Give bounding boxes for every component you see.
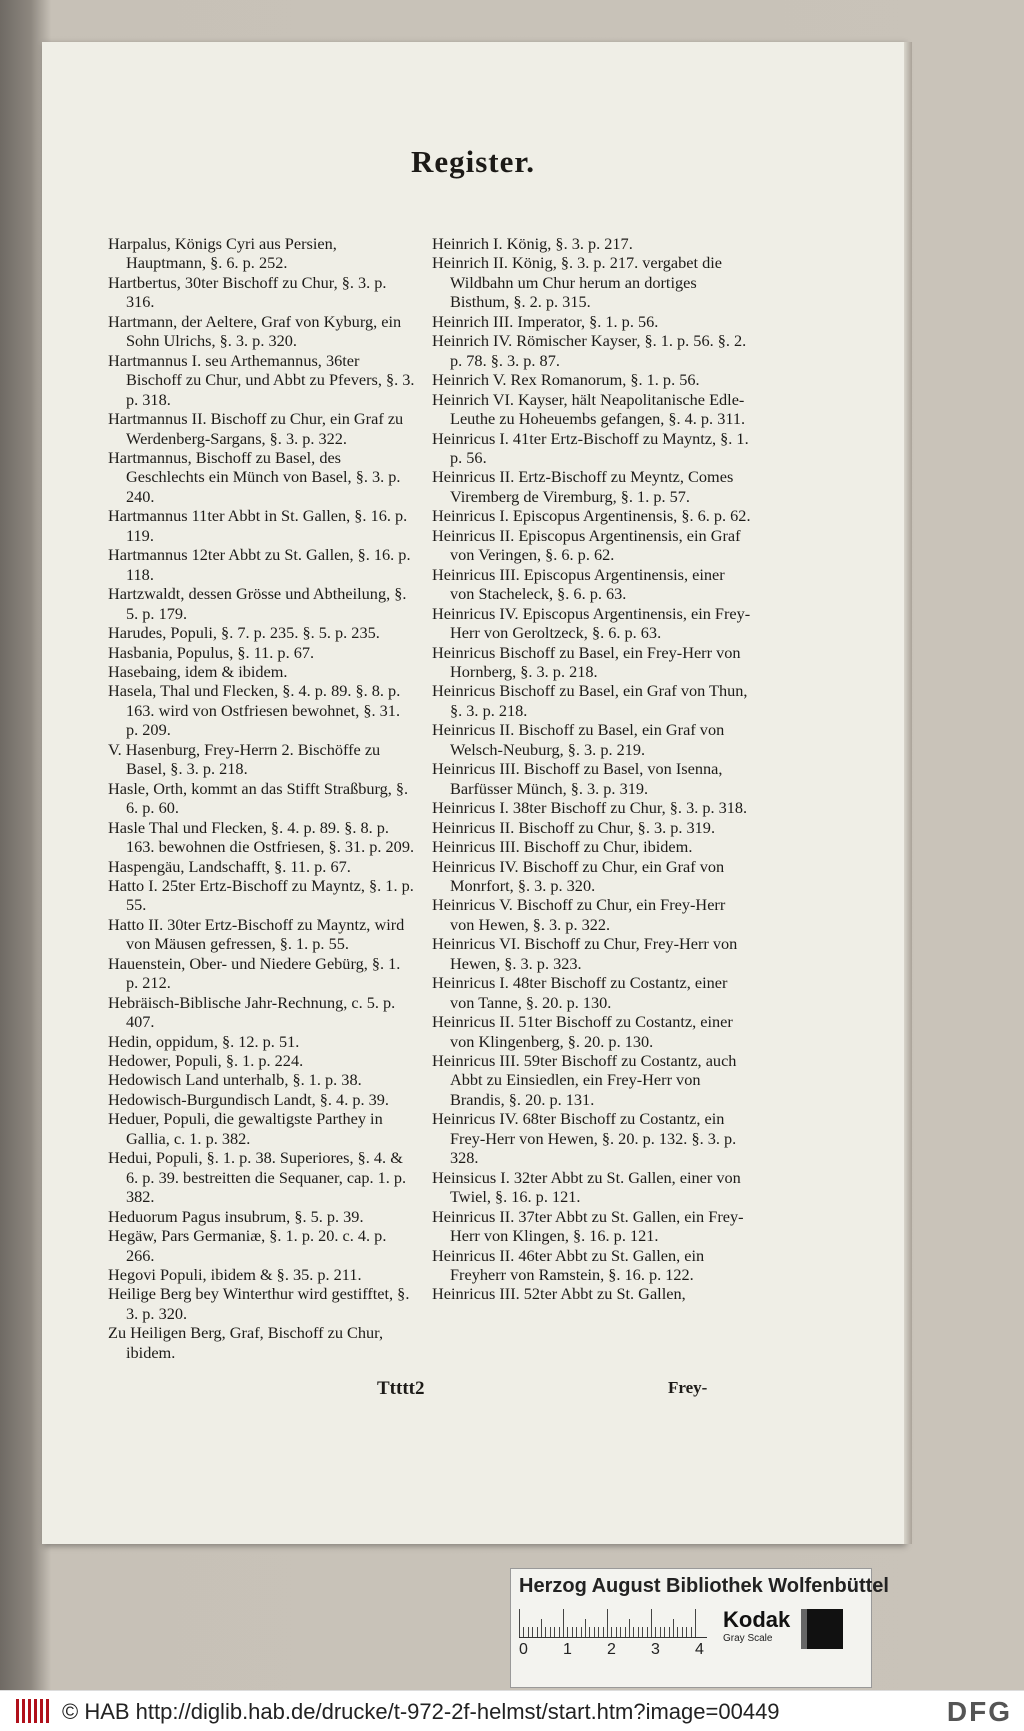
register-entry: Hartmannus 12ter Abbt zu St. Gallen, §. 16. p. 118. [108, 545, 411, 584]
register-entry: Heinricus III. Bischoff zu Chur, ibidem. [432, 837, 693, 857]
register-entry: Hatto I. 25ter Ertz-Bischoff zu Mayntz, §. 1. p. 55. [108, 875, 414, 915]
page-header: Register. [410, 144, 536, 179]
register-column-right [432, 234, 752, 1304]
register-entry: Heinricus III. Episcopus Argentinensis, einer von Stacheleck, §. 6. p. 63. [432, 564, 725, 604]
gray-scale-label: Gray Scale [723, 1633, 773, 1644]
register-entry: Heinricus Bischoff zu Basel, ein Graf von Thun, §. 3. p. 218. [432, 681, 748, 720]
hab-logo-icon [16, 1699, 50, 1723]
ruler-tick [616, 1627, 617, 1637]
ruler-tick [682, 1627, 683, 1637]
register-entry: Heinricus IV. Episcopus Argentinensis, ein Frey-Herr von Geroltzeck, §. 6. p. 63. [432, 603, 751, 643]
color-target [510, 1568, 889, 1688]
ruler-tick [607, 1609, 608, 1637]
ruler-tick [541, 1619, 542, 1637]
ruler-tick [603, 1627, 604, 1637]
ruler-tick [633, 1627, 634, 1637]
ruler-tick [660, 1627, 661, 1637]
black-swatch [807, 1609, 843, 1649]
register-entry: Hartmannus II. Bischoff zu Chur, ein Graf zu Werdenberg-Sargans, §. 3. p. 322. [108, 409, 404, 448]
register-entry: Heinsicus I. 32ter Abbt zu St. Gallen, einer von Twiel, §. 16. p. 121. [432, 1167, 741, 1207]
register-entry: Heinrich V. Rex Romanorum, §. 1. p. 56. [432, 370, 700, 390]
ruler-tick [673, 1619, 674, 1637]
scale-number: 4 [695, 1641, 704, 1658]
register-entry: V. Hasenburg, Frey-Herrn 2. Bischöffe zu Basel, §. 3. p. 218. [108, 739, 381, 779]
ruler-tick [642, 1627, 643, 1637]
register-entry: Heinricus IV. Bischoff zu Chur, ein Graf von Monrfort, §. 3. p. 320. [432, 856, 725, 895]
register-entry: Hebräisch-Biblische Jahr-Rechnung, c. 5. p. 407. [108, 992, 396, 1032]
register-entry: Hartmann, der Aeltere, Graf von Kyburg, ein Sohn Ulrichs, §. 3. p. 320. [108, 311, 402, 351]
register-entry: Heinricus III. Bischoff zu Basel, von Isenna, Barfüsser Münch, §. 3. p. 319. [432, 759, 723, 798]
ruler-tick [677, 1627, 678, 1637]
kodak-logo: Kodak [723, 1607, 791, 1632]
register-entry: Hasle, Orth, kommt an das Stifft Straßburg, §. 6. p. 60. [108, 778, 409, 818]
scale-ruler [519, 1607, 707, 1638]
register-entry: Hegäw, Pars Germaniæ, §. 1. p. 20. c. 4. p. 266. [108, 1226, 387, 1265]
register-entry: Hedui, Populi, §. 1. p. 38. Superiores, §. 4. & 6. p. 39. bestreitten die Sequaner, cap. 1. p. 382. [108, 1148, 407, 1207]
ruler-tick [519, 1609, 520, 1637]
ruler-tick [585, 1619, 586, 1637]
ruler-tick [598, 1627, 599, 1637]
ruler-tick [629, 1619, 630, 1637]
ruler-tick [647, 1627, 648, 1637]
register-entry: Heilige Berg bey Winterthur wird gestifftet, §. 3. p. 320. [108, 1284, 410, 1323]
register-entry: Heinricus I. 38ter Bischoff zu Chur, §. 3. p. 318. [432, 798, 748, 818]
register-entry: Hauenstein, Ober- und Niedere Gebürg, §. 1. p. 212. [108, 953, 401, 993]
ruler-tick [576, 1627, 577, 1637]
register-entry: Hedowisch Land unterhalb, §. 1. p. 38. [108, 1070, 362, 1090]
register-entry: Heinricus V. Bischoff zu Chur, ein Frey-Herr von Hewen, §. 3. p. 322. [432, 895, 726, 934]
ruler-tick [620, 1627, 621, 1637]
catchword: Frey- [668, 1378, 708, 1397]
register-entry: Hatto II. 30ter Ertz-Bischoff zu Mayntz, wird von Mäusen gefressen, §. 1. p. 55. [108, 914, 405, 954]
register-entry: Hedowisch-Burgundisch Landt, §. 4. p. 39. [108, 1089, 389, 1109]
scale-number: 3 [651, 1641, 660, 1658]
register-entry: Zu Heiligen Berg, Graf, Bischoff zu Chur, ibidem. [108, 1323, 384, 1362]
register-entry: Heduorum Pagus insubrum, §. 5. p. 39. [108, 1206, 364, 1226]
register-entry: Heinricus II. Ertz-Bischoff zu Meyntz, Comes Viremberg de Viremburg, §. 1. p. 57. [432, 467, 734, 506]
ruler-tick [669, 1627, 670, 1637]
scale-number: 1 [563, 1641, 572, 1658]
register-entry: Heinricus IV. 68ter Bischoff zu Costantz, ein Frey-Herr von Hewen, §. 20. p. 132. §. 3. p. 328. [432, 1109, 737, 1168]
ruler-tick [651, 1609, 652, 1637]
register-entry: Hedin, oppidum, §. 12. p. 51. [108, 1031, 300, 1051]
ruler-tick [567, 1627, 568, 1637]
ruler-tick [545, 1627, 546, 1637]
register-entry: Harpalus, Königs Cyri aus Persien, Hauptmann, §. 6. p. 252. [108, 234, 337, 273]
register-entry: Heinricus II. Episcopus Argentinensis, ein Graf von Veringen, §. 6. p. 62. [432, 525, 741, 565]
page-edge [904, 42, 912, 1544]
ruler-tick [532, 1627, 533, 1637]
ruler-tick [664, 1627, 665, 1637]
register-entry: Hartmannus I. seu Arthemannus, 36ter Bischoff zu Chur, und Abbt zu Pfevers, §. 3. p. 318. [108, 350, 415, 409]
ruler-tick [572, 1627, 573, 1637]
register-entry: Heinricus II. Bischoff zu Basel, ein Graf von Welsch-Neuburg, §. 3. p. 219. [432, 720, 725, 759]
ruler-tick [554, 1627, 555, 1637]
scale-number: 0 [519, 1641, 528, 1658]
register-entry: Heinrich I. König, §. 3. p. 217. [432, 234, 633, 253]
ruler-tick [611, 1627, 612, 1637]
register-entry: Heinricus Bischoff zu Basel, ein Frey-Herr von Hornberg, §. 3. p. 218. [432, 642, 741, 681]
register-entry: Heinricus I. 41ter Ertz-Bischoff zu Mayntz, §. 1. p. 56. [432, 428, 749, 467]
register-entry: Heinrich II. König, §. 3. p. 217. vergabet die Wildbahn um Chur herum an dortiges Bisthum, §. 2. p. 315. [432, 253, 722, 312]
book-page [42, 42, 904, 1544]
register-entry: Hasebaing, idem & ibidem. [108, 661, 288, 681]
ruler-tick [695, 1609, 696, 1637]
target-title: Herzog August Bibliothek Wolfenbüttel [519, 1575, 889, 1597]
register-entry: Hegovi Populi, ibidem & §. 35. p. 211. [108, 1265, 362, 1285]
register-entry: Heinrich III. Imperator, §. 1. p. 56. [432, 311, 659, 331]
register-entry: Hedower, Populi, §. 1. p. 224. [108, 1051, 304, 1071]
ruler-tick [581, 1627, 582, 1637]
register-entry: Hartbertus, 30ter Bischoff zu Chur, §. 3. p. 316. [108, 272, 387, 312]
register-entry: Heinricus VI. Bischoff zu Chur, Frey-Herr von Hewen, §. 3. p. 323. [432, 934, 738, 973]
dfg-logo: DFG [946, 1696, 1012, 1727]
register-column-left [108, 234, 416, 1362]
ruler-tick [686, 1627, 687, 1637]
scale-number: 2 [607, 1641, 616, 1658]
register-entry: Hartmannus 11ter Abbt in St. Gallen, §. 16. p. 119. [108, 506, 408, 545]
ruler-tick [625, 1627, 626, 1637]
register-entry: Heinricus II. Bischoff zu Chur, §. 3. p. 319. [432, 817, 716, 837]
ruler-tick [594, 1627, 595, 1637]
ruler-tick [528, 1627, 529, 1637]
ruler-tick [638, 1627, 639, 1637]
footer-bar [0, 1690, 1024, 1731]
register-entry: Harudes, Populi, §. 7. p. 235. §. 5. p. 235. [108, 623, 380, 643]
register-entry: Heinricus II. 51ter Bischoff zu Costantz, einer von Klingenberg, §. 20. p. 130. [432, 1012, 733, 1051]
ruler-tick [589, 1627, 590, 1637]
register-entry: Hartmannus, Bischoff zu Basel, des Geschlechts ein Münch von Basel, §. 3. p. 240. [108, 447, 401, 506]
ruler-tick [655, 1627, 656, 1637]
register-entry: Heinricus III. 59ter Bischoff zu Costantz, auch Abbt zu Einsiedlen, ein Frey-Herr von Brandis, §. 20. p. 131. [432, 1051, 737, 1109]
ruler-tick [523, 1627, 524, 1637]
signature-mark: Ttttt2 [377, 1378, 425, 1399]
footer-url[interactable]: © HAB http://diglib.hab.de/drucke/t-972-2f-helmst/start.htm?image=00449 [62, 1699, 780, 1724]
register-entry: Hasela, Thal und Flecken, §. 4. p. 89. §. 8. p. 163. wird von Ostfriesen bewohnet, §. 31. p. 209. [108, 681, 401, 740]
register-entry: Hasle Thal und Flecken, §. 4. p. 89. §. 8. p. 163. bewohnen die Ostfriesen, §. 31. p. 209. [108, 817, 415, 857]
register-entry: Heduer, Populi, die gewaltigste Parthey in Gallia, c. 1. p. 382. [108, 1109, 383, 1148]
register-entry: Hartzwaldt, dessen Grösse und Abtheilung, §. 5. p. 179. [108, 584, 407, 623]
register-entry: Heinricus II. 46ter Abbt zu St. Gallen, ein Freyherr von Ramstein, §. 16. p. 122. [432, 1245, 705, 1285]
register-entry: Heinricus III. 52ter Abbt zu St. Gallen, [432, 1284, 686, 1304]
register-entry: Hasbania, Populus, §. 11. p. 67. [108, 642, 315, 662]
register-entry: Heinrich IV. Römischer Kayser, §. 1. p. 56. §. 2. p. 78. §. 3. p. 87. [432, 331, 747, 370]
register-entry: Haspengäu, Landschafft, §. 11. p. 67. [108, 856, 351, 876]
ruler-tick [537, 1627, 538, 1637]
register-entry: Heinricus II. 37ter Abbt zu St. Gallen, ein Frey-Herr von Klingen, §. 16. p. 121. [432, 1206, 744, 1246]
ruler-tick [559, 1627, 560, 1637]
ruler-tick [563, 1609, 564, 1637]
ruler-tick [691, 1627, 692, 1637]
register-entry: Heinricus I. Episcopus Argentinensis, §. 6. p. 62. [432, 506, 751, 526]
ruler-tick [550, 1627, 551, 1637]
register-entry: Heinrich VI. Kayser, hält Neapolitanische Edle-Leuthe zu Hoheuembs gefangen, §. 4. p. 311. [432, 389, 746, 429]
register-entry: Heinricus I. 48ter Bischoff zu Costantz, einer von Tanne, §. 20. p. 130. [432, 973, 728, 1012]
